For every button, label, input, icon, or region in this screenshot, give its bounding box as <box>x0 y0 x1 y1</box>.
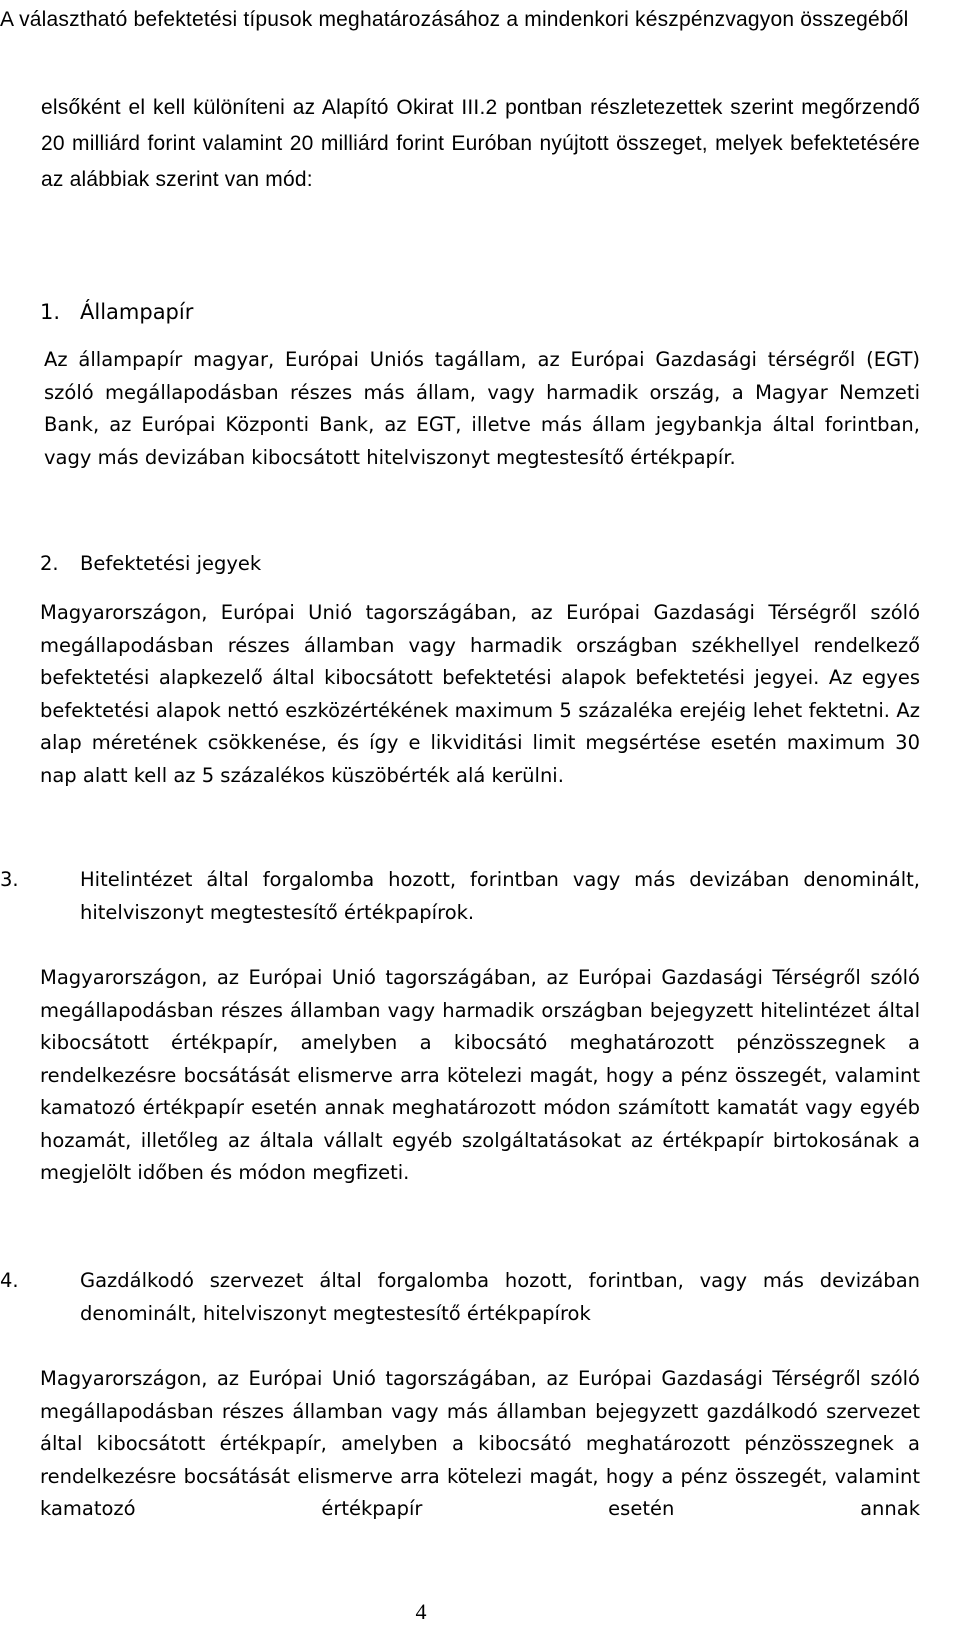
point-a-label <box>0 90 41 126</box>
section-number-4: 4. <box>0 1269 19 1292</box>
page-number: 4 <box>415 1599 427 1624</box>
point-a-content <box>0 90 920 198</box>
point-a <box>0 90 920 198</box>
section-title-1: Állampapír <box>80 300 194 324</box>
intro-paragraph: A választható befektetési típusok meghatározásához a mindenkori készpénzvagyon összegéből <box>0 8 909 31</box>
section-number-1: 1. <box>40 300 61 324</box>
section-number-2: 2. <box>40 552 59 575</box>
section-body-2: Magyarországon, Európai Unió tagországában, az Európai Gazdasági Térségről szóló megállapodásban részes államban vagy harmadik országban székhellyel rendelkező befektetési alapkezelő által kibocsátott befektetési alapok befektetési jegyei. Az egyes befektetési alapok nettó eszközértékének maximum 5 százaléka erejéig lehet fektetni. Az alap méretének csökkenése, és így e likviditási limit megsértése esetén maximum 30 nap alatt kell az 5 százalékos küszöbérték alá kerülni. <box>40 601 920 787</box>
section-number-3: 3. <box>0 868 19 891</box>
section-body-4: Magyarországon, az Európai Unió tagországában, az Európai Gazdasági Térségről szóló megállapodásban részes államban vagy más államban bejegyzett gazdálkodó szervezet által kibocsátott értékpapír, amelyben a kibocsátó meghatározott pénzösszegnek a rendelkezésre bocsátását elismerve arra kötelezi magát, hogy a pénz összegét, valamint kamatozó értékpapír esetén annak <box>40 1367 920 1520</box>
section-heading-3 <box>0 864 920 929</box>
section-body-3: Magyarországon, az Európai Unió tagországában, az Európai Gazdasági Térségről szóló megállapodásban részes államban vagy harmadik országban bejegyzett hitelintézet által kibocsátott értékpapír, amelyben a kibocsátó meghatározott pénzösszegnek a rendelkezésre bocsátását elismerve arra kötelezi magát, hogy a pénz összegét, valamint kamatozó értékpapír esetén annak meghatározott módon számított kamatát vagy egyéb hozamát, illetőleg az általa vállalt egyéb szolgáltatásokat az értékpapír birtokosának a megjelölt időben és módon megfizeti. <box>40 966 920 1184</box>
point-a-text: elsőként el kell különíteni az Alapító Okirat III.2 pontban részletezettek szerint megőrzendő 20 milliárd forint valamint 20 milliárd forint Euróban nyújtott összeget, melyek befektetésére az alábbiak szerint van mód: <box>41 96 920 191</box>
section-title-2: Befektetési jegyek <box>80 552 262 575</box>
section-heading-4-content <box>0 1265 920 1330</box>
section-body-1: Az állampapír magyar, Európai Uniós tagállam, az Európai Gazdasági térségről (EGT) szóló megállapodásban részes más állam, vagy harmadik ország, a Magyar Nemzeti Bank, az Európai Központi Bank, az EGT, illetve más állam jegybankja által forintban, vagy más devizában kibocsátott hitelviszonyt megtestesítő értékpapír. <box>44 348 920 469</box>
section-title-4: Gazdálkodó szervezet által forgalomba hozott, forintban, vagy más devizában denominált, hitelviszonyt megtestesítő értékpapírok <box>80 1269 920 1325</box>
section-heading-2 <box>40 548 920 581</box>
section-heading-4 <box>0 1265 920 1330</box>
section-title-3: Hitelintézet által forgalomba hozott, forintban vagy más devizában denominált, hitelviszonyt megtestesítő értékpapírok. <box>80 868 920 924</box>
section-heading-3-content <box>0 864 920 929</box>
section-heading-1 <box>40 294 920 330</box>
